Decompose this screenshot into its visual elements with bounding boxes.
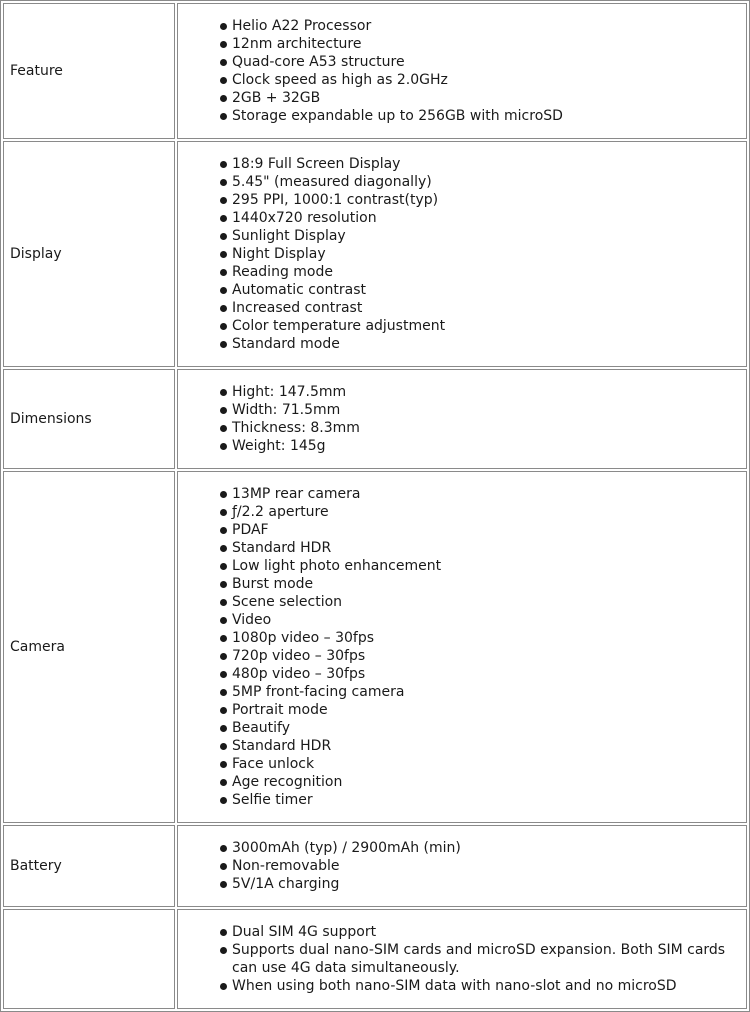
spec-list <box>178 839 742 893</box>
spec-item: Night Display <box>232 245 742 263</box>
spec-label-cell <box>3 471 175 823</box>
spec-item: Scene selection <box>232 593 742 611</box>
spec-list <box>178 923 742 995</box>
spec-item: Hight: 147.5mm <box>232 383 742 401</box>
spec-item: Automatic contrast <box>232 281 742 299</box>
spec-item: 1440x720 resolution <box>232 209 742 227</box>
spec-item: When using both nano-SIM data with nano-slot and no microSD <box>232 977 742 995</box>
spec-row-battery <box>3 825 747 907</box>
spec-item: 2GB + 32GB <box>232 89 742 107</box>
spec-item: 1080p video – 30fps <box>232 629 742 647</box>
spec-item: Color temperature adjustment <box>232 317 742 335</box>
spec-item: 295 PPI, 1000:1 contrast(typ) <box>232 191 742 209</box>
spec-item: Standard HDR <box>232 737 742 755</box>
spec-item: Beautify <box>232 719 742 737</box>
spec-item: Width: 71.5mm <box>232 401 742 419</box>
spec-item: Selfie timer <box>232 791 742 809</box>
spec-list <box>178 485 742 809</box>
spec-item: 12nm architecture <box>232 35 742 53</box>
spec-label: Display <box>10 246 62 262</box>
spec-values-cell <box>177 369 747 469</box>
spec-item: ƒ/2.2 aperture <box>232 503 742 521</box>
spec-row-feature <box>3 3 747 139</box>
spec-list <box>178 155 742 353</box>
spec-values-cell <box>177 471 747 823</box>
spec-item: PDAF <box>232 521 742 539</box>
spec-item: Low light photo enhancement <box>232 557 742 575</box>
spec-values-cell <box>177 909 747 1009</box>
spec-label: Feature <box>10 63 63 79</box>
spec-label: Battery <box>10 858 62 874</box>
spec-item: Quad-core A53 structure <box>232 53 742 71</box>
spec-item: Clock speed as high as 2.0GHz <box>232 71 742 89</box>
spec-item: Video <box>232 611 742 629</box>
spec-item: Increased contrast <box>232 299 742 317</box>
spec-item: Dual SIM 4G support <box>232 923 742 941</box>
spec-item: 3000mAh (typ) / 2900mAh (min) <box>232 839 742 857</box>
spec-item: 5MP front-facing camera <box>232 683 742 701</box>
spec-item: Supports dual nano-SIM cards and microSD expansion. Both SIM cards can use 4G data simultaneously. <box>232 941 742 977</box>
spec-item: Storage expandable up to 256GB with microSD <box>232 107 742 125</box>
spec-label-cell <box>3 141 175 367</box>
spec-list <box>178 17 742 125</box>
spec-label-cell <box>3 369 175 469</box>
spec-label-cell <box>3 825 175 907</box>
spec-label: Camera <box>10 639 65 655</box>
spec-row-sim <box>3 909 747 1009</box>
spec-list <box>178 383 742 455</box>
spec-item: Helio A22 Processor <box>232 17 742 35</box>
spec-item: Weight: 145g <box>232 437 742 455</box>
spec-item: Thickness: 8.3mm <box>232 419 742 437</box>
spec-values-cell <box>177 3 747 139</box>
spec-item: Face unlock <box>232 755 742 773</box>
spec-item: 18:9 Full Screen Display <box>232 155 742 173</box>
spec-values-cell <box>177 825 747 907</box>
spec-row-display <box>3 141 747 367</box>
spec-row-dimensions <box>3 369 747 469</box>
spec-item: 480p video – 30fps <box>232 665 742 683</box>
spec-item: 5.45" (measured diagonally) <box>232 173 742 191</box>
spec-row-camera <box>3 471 747 823</box>
spec-label-cell <box>3 909 175 1009</box>
spec-label: Dimensions <box>10 411 92 427</box>
spec-item: 720p video – 30fps <box>232 647 742 665</box>
spec-item: Standard mode <box>232 335 742 353</box>
spec-item: Age recognition <box>232 773 742 791</box>
spec-item: Sunlight Display <box>232 227 742 245</box>
spec-item: Non-removable <box>232 857 742 875</box>
spec-item: 13MP rear camera <box>232 485 742 503</box>
spec-values-cell <box>177 141 747 367</box>
spec-item: Reading mode <box>232 263 742 281</box>
spec-item: Standard HDR <box>232 539 742 557</box>
spec-item: 5V/1A charging <box>232 875 742 893</box>
spec-label-cell <box>3 3 175 139</box>
spec-item: Portrait mode <box>232 701 742 719</box>
spec-item: Burst mode <box>232 575 742 593</box>
